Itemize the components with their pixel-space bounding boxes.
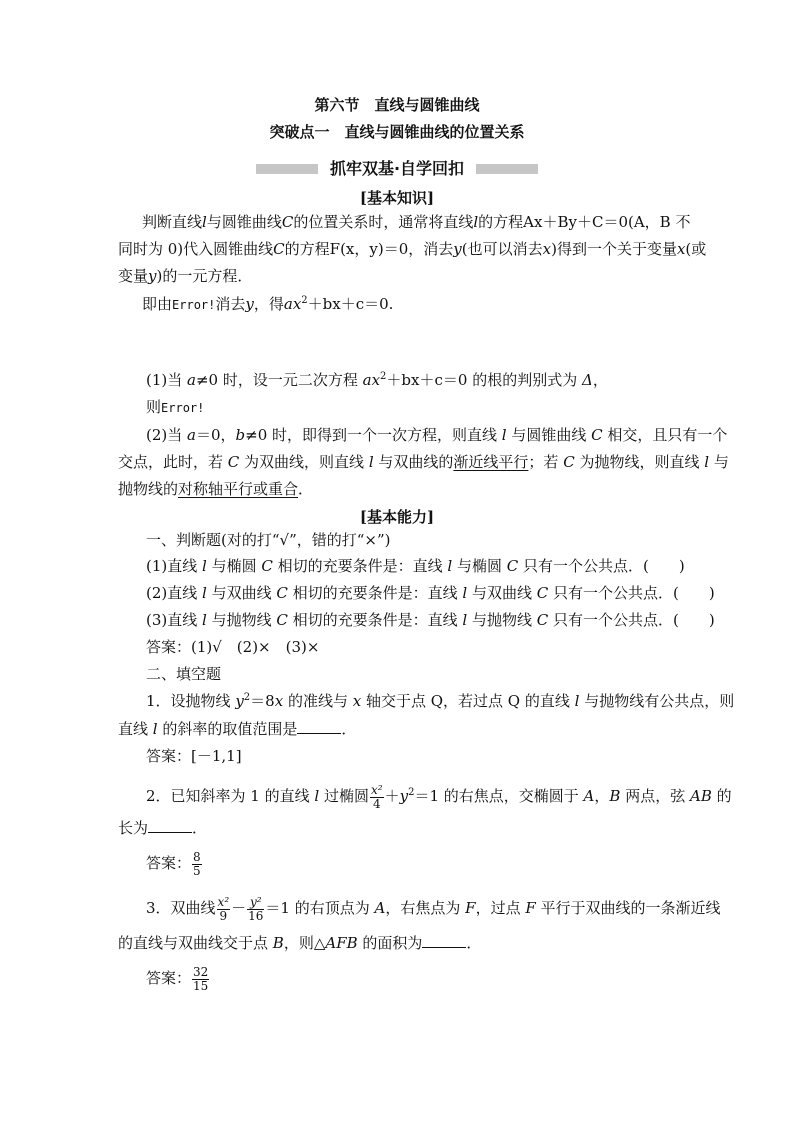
fill-answer-3: 答案： $\frac{32}{15}$ bbox=[146, 964, 209, 993]
fraction-x2-over-9: $\frac{\text{x²}}{9}$ bbox=[217, 894, 230, 923]
asymptote-parallel-underlined: 渐近线平行 bbox=[453, 453, 529, 471]
case-2-line-3: 抛物线的对称轴平行或重合． bbox=[118, 480, 314, 498]
fill-question-1-line-2: 直线 l 的斜率的取值范围是 ． bbox=[118, 720, 357, 738]
judge-question-2: (2)直线 l 与双曲线 C 相切的充要条件是：直线 l 与双曲线 C 只有一个公共点．( ) bbox=[146, 584, 715, 602]
fill-question-1-line-1: 1．设抛物线 $y^2=8x$ 的准线与 x 轴交于点 Q，若过点 Q 的直线 l 与抛物线有公共点，则 bbox=[146, 692, 735, 710]
knowledge-paragraph-line-2: 同时为 0)代入圆锥曲线C的方程F(x，y)＝0，消去y(也可以消去x)得到一个关于变量x(或 bbox=[118, 240, 707, 258]
fill-answer-2: 答案： $\frac{8}{5}$ bbox=[146, 849, 201, 878]
section-banner bbox=[256, 158, 538, 180]
banner-right-bar bbox=[476, 164, 538, 174]
error-placeholder: Error! bbox=[172, 298, 216, 312]
banner-dot: · bbox=[393, 159, 401, 178]
judge-question-1: (1)直线 l 与椭圆 C 相切的充要条件是：直线 l 与椭圆 C 只有一个公共点．( ) bbox=[146, 557, 685, 575]
judge-answers: 答案：(1)√ (2)× (3)× bbox=[146, 638, 320, 656]
fraction-x2-over-4: $\frac{\text{x²}}{4}$ bbox=[371, 782, 383, 811]
subsection-title: 突破点一 直线与圆锥曲线的位置关系 bbox=[269, 123, 525, 141]
fill-question-2-line-1: 2．已知斜率为 1 的直线 l 过椭圆 $\frac{\text{x²}}{4}$ $+y^2=1$ 的右焦点，交椭圆于 A，B 两点，弦 AB 的 bbox=[146, 782, 732, 811]
case-1-line: (1)当 a≠0 时，设一元二次方程 $ax^2+bx+c=0$ 的根的判别式为 Δ， bbox=[146, 371, 608, 389]
answer-blank[interactable] bbox=[148, 818, 192, 833]
banner-left-bar bbox=[256, 164, 318, 174]
error-placeholder: Error! bbox=[161, 401, 205, 415]
case-1-result-line: 则Error! bbox=[146, 398, 205, 416]
banner-text bbox=[322, 158, 472, 180]
knowledge-paragraph-line-1: 判断直线l与圆锥曲线C的位置关系时，通常将直线l的方程Ax＋By＋C＝0(A，B 不 bbox=[142, 213, 691, 231]
section-2-heading: 二、填空题 bbox=[146, 665, 222, 683]
banner-right-text: 自学回扣 bbox=[400, 159, 465, 178]
basic-knowledge-heading: [基本知识] bbox=[359, 189, 435, 207]
answer-blank[interactable] bbox=[297, 719, 341, 734]
case-2-line-2: 交点，此时，若 C 为双曲线，则直线 l 与双曲线的渐近线平行；若 C 为抛物线，则直线 l 与 bbox=[118, 453, 729, 471]
knowledge-paragraph-line-3: 变量y)的一元方程． bbox=[118, 267, 253, 285]
fraction-y2-over-16: $\frac{\text{y²}}{16}$ bbox=[248, 894, 264, 923]
basic-ability-heading: [基本能力] bbox=[359, 508, 435, 526]
fill-answer-1: 答案：[－1,1] bbox=[146, 747, 242, 765]
case-2-line-1: (2)当 a＝0，b≠0 时，即得到一个一次方程，则直线 l 与圆锥曲线 C 相交，且只有一个 bbox=[146, 426, 728, 444]
fraction-answer-2: $\frac{8}{5}$ bbox=[193, 849, 201, 878]
banner-left-text: 抓牢双基 bbox=[329, 159, 394, 178]
section-title: 第六节 直线与圆锥曲线 bbox=[314, 96, 480, 114]
judge-question-3: (3)直线 l 与抛物线 C 相切的充要条件是：直线 l 与抛物线 C 只有一个公共点．( ) bbox=[146, 611, 715, 629]
fill-question-2-line-2: 长为 ． bbox=[118, 819, 208, 837]
fraction-answer-3: $\frac{32}{15}$ bbox=[193, 964, 209, 993]
answer-blank[interactable] bbox=[422, 933, 466, 948]
eliminate-y-line: 即由Error!消去y，得$ax^2+bx+c=0$. bbox=[142, 295, 394, 313]
axis-parallel-underlined: 对称轴平行或重合 bbox=[178, 480, 299, 498]
fill-question-3-line-2: 的直线与双曲线交于点 B，则△AFB 的面积为 ． bbox=[118, 934, 482, 952]
section-1-heading: 一、判断题(对的打“√”，错的打“×”) bbox=[146, 531, 391, 549]
fill-question-3-line-1: 3．双曲线 $\frac{\text{x²}}{9}$ － $\frac{\text{y²}}{16}$ ＝1 的右顶点为 A，右焦点为 F，过点 F 平行于双曲线的一条渐近线 bbox=[146, 894, 721, 923]
